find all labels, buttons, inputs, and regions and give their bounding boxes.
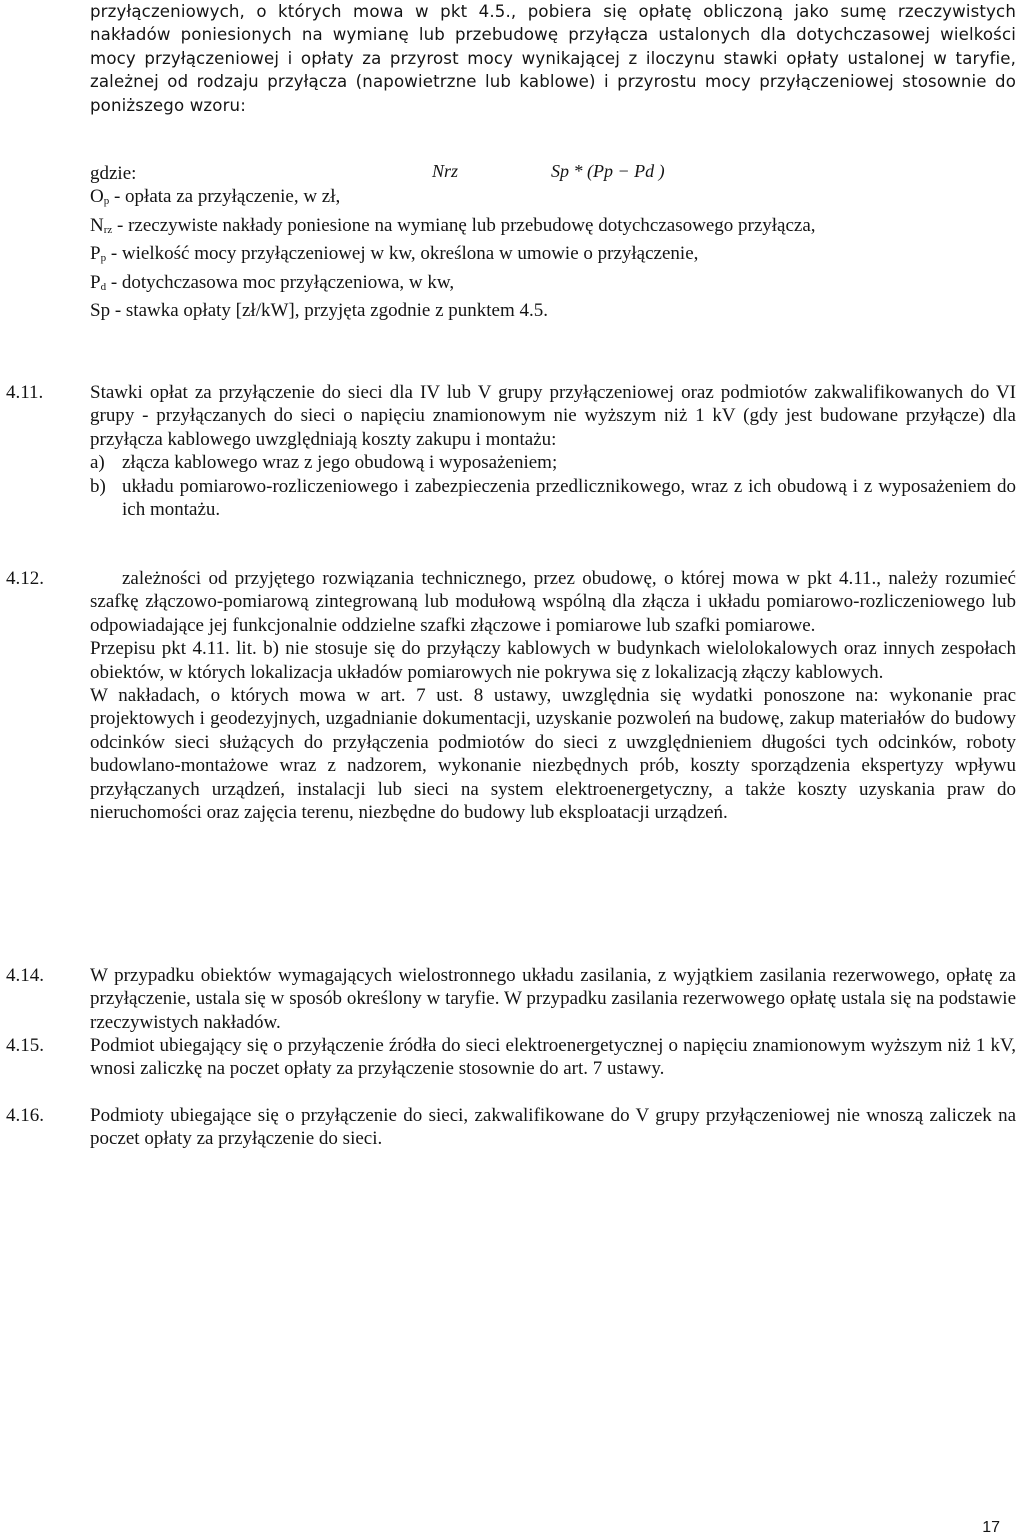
definition-pp <box>90 242 1016 270</box>
list-item-text: układu pomiarowo-rozliczeniowego i zabezpieczenia przedlicznikowego, wraz z ich obudową i z wyposażeniem do ich montażu. <box>122 475 1016 521</box>
definition-pd <box>90 271 1016 299</box>
section-number-4-15: 4.15. <box>6 1035 44 1056</box>
section-4-11 <box>90 381 1016 521</box>
symbol: P <box>90 243 101 265</box>
definition-text: - wielkość mocy przyłączeniowej w kw, określona w umowie o przyłączenie, <box>106 243 699 265</box>
list-item-a <box>90 451 1016 474</box>
symbol: P <box>90 271 101 293</box>
section-4-15: Podmiot ubiegający się o przyłączenie źródła do sieci elektroenergetycznej o napięciu znamionowym wyższym niż 1 kV, wnosi zaliczkę na poczet opłaty za przyłączenie stosownie do art. 7 ustawy. <box>90 1035 1016 1080</box>
section-4-16: Podmioty ubiegające się o przyłączenie do sieci, zakwalifikowane do V grupy przyłączeniowej nie wnoszą zaliczek na poczet opłaty za przyłączenie do sieci. <box>90 1105 1016 1150</box>
section-4-12-paragraph-3: W nakładach, o których mowa w art. 7 ust. 8 ustawy, uwzględnia się wydatki ponoszone na: wykonanie prac projektowych i geodezyjnych, uzgadnianie dokumentacji, uzyskanie pozwoleń na budowę, zakup materiałów do budowy odcinków sieci służących do przyłączenia podmiotów do sieci z uwzględnieniem długości tych odcinków, roboty budowlano-montażowe wraz z nadzorem, wykonanie niezbędnych prób, koszty sporządzenia ekspertyzy wpływu przyłączanych urządzeń, instalacji lub sieci na system elektroenergetyczny, a także koszty uzyskania praw do nieruchomości oraz zajęcia terenu, niezbędne do budowy lub eksploatacji urządzeń. <box>90 685 1016 824</box>
symbol: Sp <box>90 300 111 322</box>
page-number: 17 <box>982 1519 1000 1536</box>
definition-text: - dotychczasowa moc przyłączeniowa, w kw, <box>106 271 455 293</box>
definitions-block <box>90 162 1016 322</box>
definition-op <box>90 185 1016 213</box>
symbol-sub: d <box>100 280 107 293</box>
where-label: gdzie: <box>90 163 137 184</box>
symbol: O <box>90 186 104 208</box>
symbol-sub: p <box>100 252 107 265</box>
list-item-b <box>90 475 1016 522</box>
section-number-4-14: 4.14. <box>6 965 44 986</box>
formula-left: Nrz <box>432 161 459 181</box>
definition-text: - rzeczywiste nakłady poniesione na wymianę lub przebudowę dotychczasowego przyłącza, <box>112 214 816 236</box>
section-4-12 <box>90 567 1016 824</box>
section-4-14: W przypadku obiektów wymagających wielostronnego układu zasilania, z wyjątkiem zasilania rezerwowego, opłatę za przyłączenie, ustala się w sposób określony w taryfie. W przypadku zasilania rezerwowego opłatę ustala się na podstawie rzeczywistych nakładów. <box>90 965 1016 1033</box>
definition-sp <box>90 299 1016 322</box>
list-marker: a) <box>90 452 105 474</box>
list-marker: b) <box>90 475 106 497</box>
symbol: N <box>90 214 104 236</box>
definition-text: - stawka opłaty [zł/kW], przyjęta zgodnie z punktem 4.5. <box>110 300 548 322</box>
section-4-12-paragraph-2: Przepisu pkt 4.11. lit. b) nie stosuje się do przyłączy kablowych w budynkach wielolokalowych oraz innych zespołach obiektów, w których lokalizacja układów pomiarowych nie pokrywa się z lokalizacją złączy kablowych. <box>90 638 1016 683</box>
formula-right: Sp * (Pp − Pd ) <box>551 161 665 181</box>
definition-nrz <box>90 214 1016 242</box>
symbol-sub: p <box>103 195 110 208</box>
section-4-11-text: Stawki opłat za przyłączenie do sieci dla IV lub V grupy przyłączeniowej oraz podmiotów zakwalifikowanych do VI grupy - przyłączanych do sieci o napięciu znamionowym nie wyższym niż 1 kV (gdy jest budowane przyłącze) dla przyłącza kablowego uwzględniają koszty zakupu i montażu: <box>90 382 1016 450</box>
section-number-4-12: 4.12. <box>6 568 44 589</box>
definition-text: - opłata za przyłączenie, w zł, <box>109 186 341 208</box>
section-number-4-11: 4.11. <box>6 382 44 403</box>
intro-paragraph: przyłączeniowych, o których mowa w pkt 4.5., pobiera się opłatę obliczoną jako sumę rzeczywistych nakładów poniesionych na wymianę lub przebudowę przyłącza ustalonych dla dotychczasowej wielkości mocy przyłączeniowej i opłaty za przyrost mocy wynikającej z iloczynu stawki opłaty ustalonej w taryfie, zależnej od rodzaju przyłącza (napowietrzne lub kablowe) i przyrostu mocy przyłączeniowej stosownie do poniższego wzoru: <box>90 2 1016 115</box>
symbol-sub: rz <box>103 223 113 236</box>
section-4-12-paragraph-1: zależności od przyjętego rozwiązania technicznego, przez obudowę, o której mowa w pkt 4.11., należy rozumieć szafkę złączowo-pomiarową zintegrowaną lub modułową wspólną dla złącza i układu pomiarowo-rozliczeniowego lub odpowiadające jej funkcjonalnie oddzielne szafki złączowe i pomiarowe lub szafki pomiarowe. <box>90 568 1016 636</box>
section-number-4-16: 4.16. <box>6 1105 44 1126</box>
list-item-text: złącza kablowego wraz z jego obudową i wyposażeniem; <box>122 452 558 474</box>
